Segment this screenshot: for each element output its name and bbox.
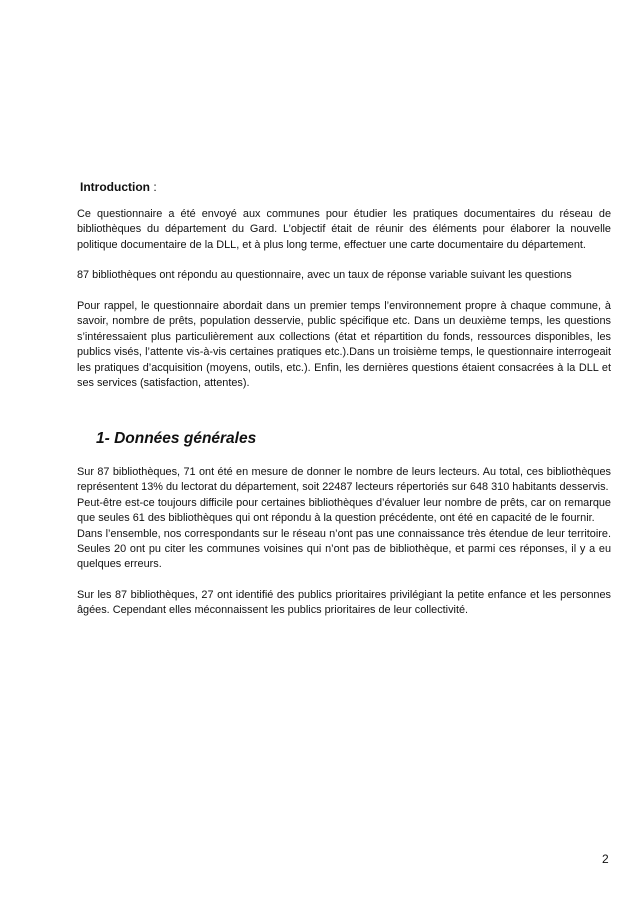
paragraph-loans: Peut-être est-ce toujours difficile pour certaines bibliothèques d’évaluer leur nombre de prêts, car on remarque que seules 61 des bibliothèques qui ont répondu à la question précédente, ont été en capacité de le fournir.	[77, 496, 611, 525]
page-number: 2	[602, 852, 609, 866]
paragraph-objective: Ce questionnaire a été envoyé aux communes pour étudier les pratiques documentaires du réseau de bibliothèques du département du Gard. L’objectif était de réunir des éléments pour élaborer la nouvelle politique documentaire de la DLL, et à plus long terme, effectuer une carte documentaire du département.	[77, 208, 611, 251]
introduction-heading	[80, 180, 157, 195]
introduction-title: Introduction	[80, 180, 150, 194]
paragraph-response-rate: 87 bibliothèques ont répondu au questionnaire, avec un taux de réponse variable suivant les questions	[77, 269, 572, 281]
paragraph-readers: Sur 87 bibliothèques, 71 ont été en mesure de donner le nombre de leurs lecteurs. Au total, ces bibliothèques représentent 13% du lectorat du département, soit 22487 lecteurs répertoriés sur 648 310 habitants desservis.	[77, 466, 611, 494]
section-title-donnees-generales: 1- Données générales	[96, 430, 257, 447]
paragraph-general-data	[77, 465, 611, 573]
paragraph-priority-publics: Sur les 87 bibliothèques, 27 ont identifié des publics prioritaires privilégiant la petite enfance et les personnes âgées. Cependant elles méconnaissent les publics prioritaires de leur collectivité.	[77, 589, 611, 617]
paragraph-territory: Dans l’ensemble, nos correspondants sur le réseau n’ont pas une connaissance très étendue de leur territoire. Seules 20 ont pu citer les communes voisines qui n’ont pas de bibliothèque, et parmi ces réponses, il y a eu quelques erreurs.	[77, 527, 611, 571]
introduction-colon: :	[149, 180, 157, 194]
paragraph-questionnaire-overview: Pour rappel, le questionnaire abordait dans un premier temps l’environnement propre à chaque commune, à savoir, nombre de prêts, population desservie, public spécifique etc. Dans un deuxième temps, les questions s’intéressaient plus particulièrement aux collections (état et répartition du fonds, ressources disponibles, les publics visés, l’attente vis-à-vis certaines pratiques etc.).Dans un troisième temps, le questionnaire interrogeait les pratiques d’acquisition (moyens, outils, etc.). Enfin, les dernières questions étaient consacrées à la DLL et ses services (satisfaction, attentes).	[77, 300, 611, 390]
